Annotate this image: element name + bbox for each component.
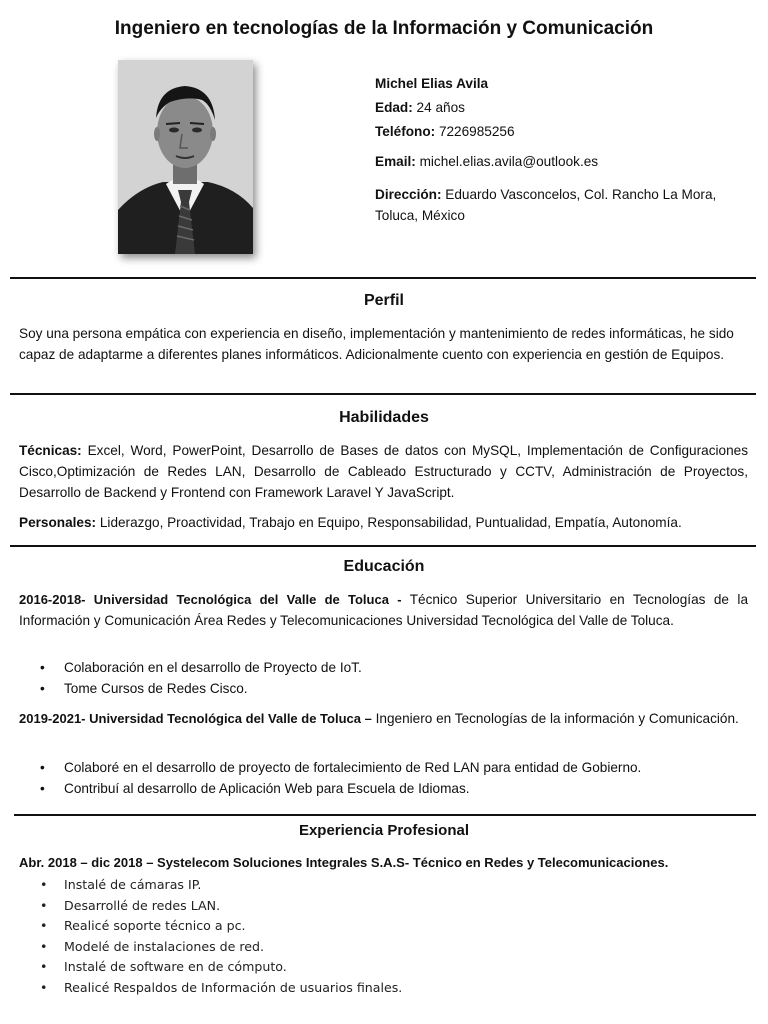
age-line xyxy=(375,100,465,115)
email-value[interactable]: michel.elias.avila@outlook.es xyxy=(419,154,599,169)
email-label: Email: xyxy=(375,154,416,169)
list-item: • Modelé de instalaciones de red. xyxy=(40,937,750,958)
email-line xyxy=(375,154,598,169)
phone-value: 7226985256 xyxy=(438,124,515,139)
perfil-heading: Perfil xyxy=(363,292,404,309)
address-value: Eduardo Vasconcelos, Col. Rancho La Mora, Toluca, México xyxy=(375,187,717,223)
job-bullets xyxy=(40,875,750,999)
section-divider xyxy=(10,277,756,279)
phone-label: Teléfono: xyxy=(375,124,436,139)
section-divider xyxy=(14,814,756,816)
section-divider xyxy=(10,545,756,547)
personales-label: Personales: xyxy=(19,515,97,530)
education-entry-head: 2016-2018- Universidad Tecnológica del Valle de Toluca - xyxy=(19,592,402,607)
tecnicas-label: Técnicas: xyxy=(19,443,82,458)
education-bullets xyxy=(40,757,750,799)
list-item: • Colaboración en el desarrollo de Proyecto de IoT. xyxy=(40,657,750,678)
personales-text: Liderazgo, Proactividad, Trabajo en Equipo, Responsabilidad, Puntualidad, Empatía, Autonomía. xyxy=(99,515,682,530)
list-item: • Desarrollé de redes LAN. xyxy=(40,896,750,917)
address-line xyxy=(375,184,750,226)
list-item: • Instalé de cámaras IP. xyxy=(40,875,750,896)
educacion-heading: Educación xyxy=(343,558,425,575)
personales-paragraph xyxy=(19,512,748,533)
education-entry-desc: Ingeniero en Tecnologías de la información y Comunicación. xyxy=(375,711,739,726)
age-value: 24 años xyxy=(416,100,465,115)
profile-photo xyxy=(118,60,253,254)
list-item: • Colaboré en el desarrollo de proyecto de fortalecimiento de Red LAN para entidad de Gobierno. xyxy=(40,757,750,778)
list-item: • Realicé Respaldos de Información de usuarios finales. xyxy=(40,978,750,999)
phone-line xyxy=(375,124,515,139)
perfil-text: Soy una persona empática con experiencia en diseño, implementación y mantenimiento de redes informáticas, he sido capaz de adaptarme a diferentes planes informáticos. Adicionalmente cuento con experiencia en gestión de Equipos. xyxy=(19,326,734,362)
education-bullets xyxy=(40,657,750,699)
tecnicas-text: Excel, Word, PowerPoint, Desarrollo de Bases de datos con MySQL, Implementación de Configuraciones Cisco,Optimización de Redes LAN, Desarrollo de Cableado Estructurado y CCTV, Administración de Proyectos, Desarrollo de Backend y Frontend con Framework Laravel Y JavaScript. xyxy=(19,443,749,500)
education-entry xyxy=(19,589,748,631)
page-title: Ingeniero en tecnologías de la Información y Comunicación xyxy=(114,18,654,39)
address-label: Dirección: xyxy=(375,187,442,202)
tecnicas-paragraph xyxy=(19,440,748,503)
list-item: • Realicé soporte técnico a pc. xyxy=(40,916,750,937)
list-item: • Instalé de software en de cómputo. xyxy=(40,957,750,978)
education-entry-desc: Técnico Superior Universitario en Tecnologías de la Información y Comunicación Área Redes y Telecomunicaciones Universidad Tecnológica del Valle de Toluca. xyxy=(19,592,749,628)
job-heading: Abr. 2018 – dic 2018 – Systelecom Soluciones Integrales S.A.S- Técnico en Redes y Telecomunicaciones. xyxy=(19,855,669,870)
full-name: Michel Elias Avila xyxy=(375,76,489,91)
list-item: • Tome Cursos de Redes Cisco. xyxy=(40,678,750,699)
experiencia-heading: Experiencia Profesional xyxy=(298,822,470,839)
education-entry xyxy=(19,708,748,729)
education-entry-head: 2019-2021- Universidad Tecnológica del Valle de Toluca – xyxy=(19,711,372,726)
section-divider xyxy=(10,393,756,395)
habilidades-heading: Habilidades xyxy=(339,409,429,426)
list-item: • Contribuí al desarrollo de Aplicación Web para Escuela de Idiomas. xyxy=(40,778,750,799)
age-label: Edad: xyxy=(375,100,413,115)
